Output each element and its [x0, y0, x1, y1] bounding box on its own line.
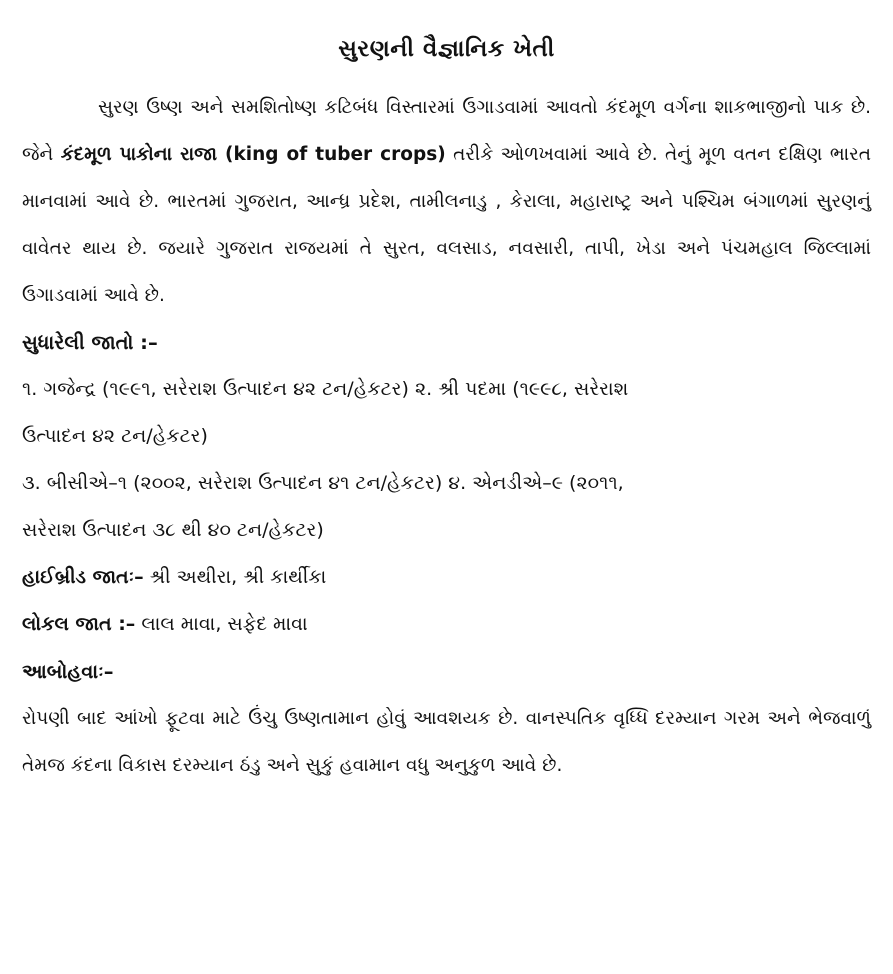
hybrid-value: શ્રી અથીરા, શ્રી કાર્થીકા: [143, 566, 327, 588]
local-value: લાલ માવા, સફેદ માવા: [135, 613, 308, 635]
variety-line: સરેરાશ ઉત્પાદન ૩૮ થી ૪૦ ટન/હેકટર): [22, 519, 324, 541]
intro-text-part1: સુરણ ઉષ્ણ અને સમશિતોષ્ણ કટિબંધ વિસ્તારમાં ઉગાડવામાં આવતો કંદમૂળ વર્ગના શાકભાજીનો પાક છે. જેને: [22, 97, 871, 165]
local-label: લોકલ જાત :–: [22, 613, 136, 635]
climate-paragraph: રોપણી બાદ આંખો ફૂટવા માટે ઉંચુ ઉષ્ણતામાન હોવું આવશયક છે. વાનસ્પતિક વૃધ્ધિ દરમ્યાન ગરમ અને ભેજવાળું તેમજ કંદના વિકાસ દરમ્યાન ઠંડુ અને સુકું હવામાન વધુ અનુકુળ આવે છે.: [22, 708, 871, 776]
document-title: સુરણની વૈજ્ઞાનિક ખેતી: [338, 36, 555, 62]
local-row: [22, 601, 871, 648]
variety-line: ૧. ગજેન્દ્ર (૧૯૯૧, સરેરાશ ઉત્પાદન ૪૨ ટન/હેકટર) ૨. શ્રી પદમા (૧૯૯૮, સરેરાશ: [22, 378, 629, 400]
intro-paragraph: [22, 84, 871, 319]
intro-bold-phrase: કંદમૂળ પાકોના રાજા (king of tuber crops): [60, 144, 446, 165]
variety-line: ઉત્પાદન ૪૨ ટન/હેકટર): [22, 425, 208, 447]
climate-heading: આબોહવાઃ–: [22, 660, 114, 683]
hybrid-label: હાઈબ્રીડ જાતઃ–: [22, 566, 144, 588]
varieties-heading: સુધારેલી જાતો :–: [22, 331, 158, 354]
intro-text-part2: તરીકે ઓળખવામાં આવે છે. તેનું મૂળ વતન દક્ષિણ ભારત માનવામાં આવે છે. ભારતમાં ગુજરાત, આન્ધ્ર પ્રદેશ, તામીલનાડુ , કેરાલા, મહારાષ્ટ્ર અને પશ્ચિમ બંગાળમાં સુરણનું વાવેતર થાય છે. જયારે ગુજરાત રાજયમાં તે સુરત, વલસાડ, નવસારી, તાપી, ખેડા અને પંચમહાલ જિલ્લામાં ઉગાડવામાં આવે છે.: [22, 144, 872, 306]
hybrid-row: [22, 554, 871, 601]
variety-line: ૩. બીસીએ–૧ (૨૦૦૨, સરેરાશ ઉત્પાદન ૪૧ ટન/હેકટર) ૪. એનડીએ–૯ (૨૦૧૧,: [22, 472, 624, 494]
